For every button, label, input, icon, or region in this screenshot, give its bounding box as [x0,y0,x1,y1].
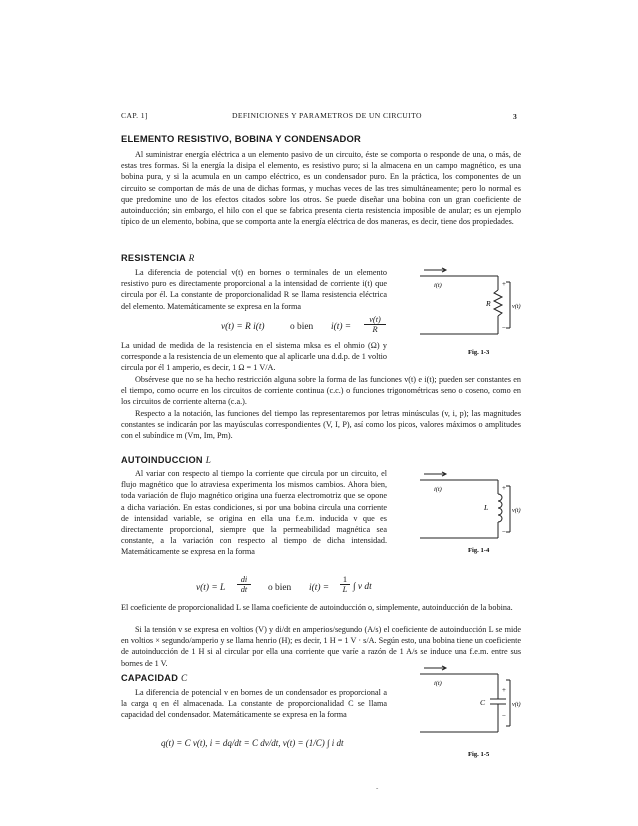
autoinduccion-fraction-2 [340,575,350,594]
fig15-plus: + [502,686,506,694]
fig14-voltage-label: v(t) [512,507,521,514]
resistencia-fraction-num: v(t) [364,315,386,325]
autoinduccion-symbol: L [205,455,212,465]
resistencia-equation-or: o bien [290,322,314,332]
capacidad-paragraph-1: La diferencia de potencial v en bornes de un condensador es proporcional a la carga q en él almacenada. La constante de proporcionalidad C se llama capacidad del condensador. Matemáticamente se expresa en la forma [121,688,387,720]
capacidad-symbol: C [181,673,188,683]
fig15-caption: Fig. 1-5 [468,751,490,758]
resistencia-paragraph-2: La unidad de medida de la resistencia en el sistema mksa es el ohmio (Ω) y corresponde a la resistencia de un elemento que al aplicarle una d.d.p. de 1 voltio circula por él 1 amperio, es decir, 1 Ω = 1 V/A. [121,341,387,373]
figure-resistor-circuit [402,264,522,360]
fig15-element-label: C [480,698,486,707]
resistencia-equation-1: v(t) = R i(t) [221,322,265,332]
autoinduccion-paragraph-2: El coeficiente de proporcionalidad L se llama coeficiente de autoinducción o, simplemente, autoinducción de la bobina. [121,603,513,612]
autoinduccion-equation-2-lhs: i(t) = [309,583,330,593]
page-number: 3 [513,112,518,121]
autoinduccion-heading [121,455,211,465]
autoinduccion-equation-or: o bien [268,583,292,593]
autoinduccion-equation-1-lhs: v(t) = L [196,583,226,593]
running-title: DEFINICIONES Y PARAMETROS DE UN CIRCUITO [232,111,422,120]
resistencia-fraction [364,315,386,334]
figure-capacitor-circuit [402,662,522,762]
resistencia-paragraph-1: La diferencia de potencial v(t) en bornes o terminales de un elemento resistivo puro es directamente proporcional a la intensidad de corriente i(t) que circula por él. La constante de proporcionalidad R se llama resistencia eléctrica del elemento. Matemáticamente se expresa en la forma [121,268,387,311]
autoinduccion-fraction-1-num: di [237,575,251,585]
autoinduccion-title: AUTOINDUCCION [121,455,203,465]
resistencia-symbol: R [188,253,195,263]
autoinduccion-paragraph-3: Si la tensión v se expresa en voltios (V) y di/dt en amperios/segundo (A/s) el coeficiente de autoinducción L se mide en voltios × segundo/amperio y se llama henrio (H); es decir, 1 H = 1 V · s/A. Según esto, una bobina tiene un coeficiente de autoinducción de 1 H si al circular por ella una corriente que varíe a razón de 1 A/s se induce una f.e.m. entre sus bornes de 1 V. [121,625,521,668]
autoinduccion-equation-2-rhs: ∫ v dt [353,582,372,592]
chapter-label: CAP. 1] [121,111,148,120]
capacidad-equations: q(t) = C v(t), i = dq/dt = C dv/dt, v(t) = (1/C) ∫ i dt [161,738,344,748]
footer-mark: - [376,784,379,792]
autoinduccion-fraction-1-den: dt [240,585,248,594]
autoinduccion-paragraph-1: Al variar con respecto al tiempo la corriente que circula por un circuito, el flujo magnético que lo atraviesa experimenta los mismos cambios. Ahora bien, toda variación de flujo magnético origina una fuerza electromotriz que se opone a dicha variación. En estas condiciones, si por una bobina circula una corriente de intensidad variable, se origina en ella una f.e.m. inducida v que es directamente proporcional, siempre que la permeabilidad magnética sea constante, a la variación con respecto al tiempo de dicha intensidad. Matemáticamente se expresa en la forma [121,469,387,557]
fig15-voltage-label: v(t) [512,701,521,708]
fig14-caption: Fig. 1-4 [468,547,490,554]
resistencia-title: RESISTENCIA [121,253,186,263]
fig13-voltage-label: v(t) [512,303,521,310]
fig15-current-label: i(t) [434,680,442,687]
section-title: ELEMENTO RESISTIVO, BOBINA Y CONDENSADOR [121,133,361,144]
resistencia-heading [121,253,195,263]
autoinduccion-fraction-1 [237,575,251,594]
capacidad-heading [121,673,187,683]
fig14-current-label: i(t) [434,486,442,493]
capacidad-title: CAPACIDAD [121,673,179,683]
autoinduccion-fraction-2-den: L [342,585,348,594]
fig13-caption: Fig. 1-3 [468,349,490,356]
fig13-minus: − [502,324,506,332]
fig13-plus: + [502,280,506,288]
fig14-element-label: L [484,503,489,512]
fig15-minus: − [502,712,506,720]
resistencia-paragraph-4: Respecto a la notación, las funciones del tiempo las representaremos por letras minúsculas (v, i, p); las magnitudes constantes se indicarán por las mayúsculas correspondientes (V, I, P), así como los picos, valores máximos o amplitudes con el subíndice m (Vm, Im, Pm). [121,409,521,441]
resistencia-paragraph-3: Obsérvese que no se ha hecho restricción alguna sobre la forma de las funciones v(t) e i(t); pueden ser constantes en el tiempo, como ocurre en los circuitos de corriente continua (c.c.) o funciones trigonométricas seno o coseno, como en los circuitos de corriente alterna (c.a.). [121,375,521,407]
figure-inductor-circuit [402,468,522,564]
fig13-element-label: R [486,299,491,308]
resistencia-fraction-den: R [372,325,378,334]
fig14-plus: + [502,484,506,492]
autoinduccion-fraction-2-num: 1 [340,575,350,585]
intro-paragraph: Al suministrar energía eléctrica a un elemento pasivo de un circuito, éste se comporta o responde de una, o más, de estas tres formas. Si la energía la disipa el elemento, es resistivo puro; si la almacena en un campo magnético, es una bobina pura, y si la acumula en un campo eléctrico, es un condensador puro. En la práctica, los componentes de un circuito se comportan de más de una de dichas formas, y muchas veces de las tres simultáneamente; pero lo normal es que predomine uno de los efectos citados sobre los otros. Se puede diseñar una bobina con un gran coeficiente de autoinducción; sin embargo, el hilo con el que se fabrica presenta cierta resistencia imposible de anular; es un ejemplo típico de un elemento, bobina, que se comporta ante la energía eléctrica de dos maneras, es decir, tiene dos propiedades. [121,150,521,227]
fig13-current-label: i(t) [434,282,442,289]
fig14-minus: − [502,528,506,536]
resistencia-equation-2-lhs: i(t) = [331,322,352,332]
